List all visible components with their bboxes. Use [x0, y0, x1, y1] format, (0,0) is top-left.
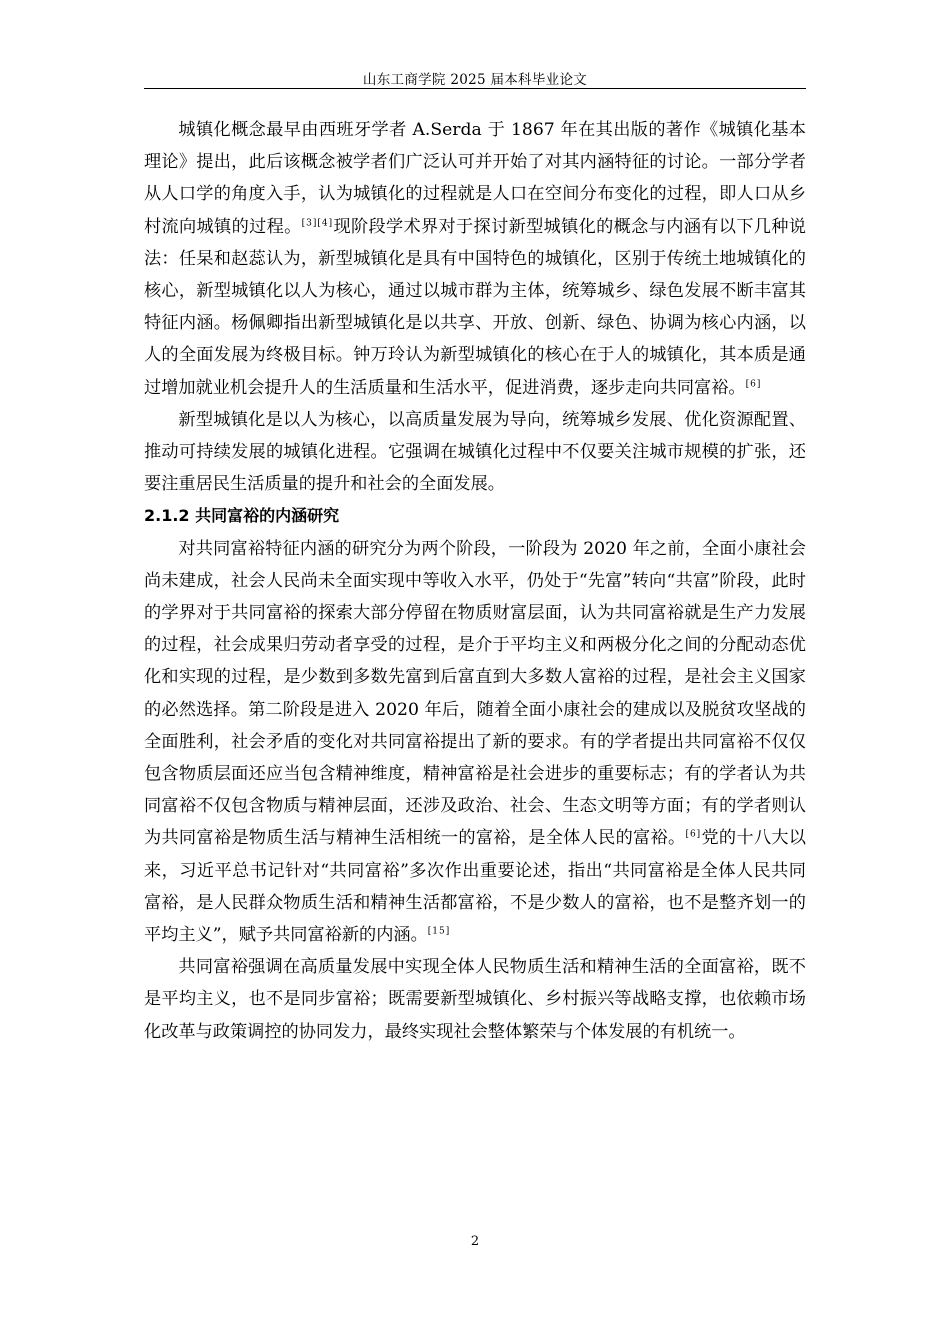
paragraph-text: 党的十八大以来，习近平总书记针对“共同富裕”多次作出重要论述，指出“共同富裕是全体人民共同富裕，是人民群众物质生活和精神生活都富裕，不是少数人的富裕，也不是整齐划一的平均主义”，赋予共同富裕新的内涵。 — [144, 828, 806, 946]
paragraph-text: 城镇化概念最早由西班牙学者 A.Serda 于 1867 年在其出版的著作《城镇化基本理论》提出，此后该概念被学者们广泛认可并开始了对其内涵特征的讨论。一部分学者从人口学的角度入手，认为城镇化的过程就是人口在空间分布变化的过程，即人口从乡村流向城镇的过程。 — [144, 120, 806, 237]
section-heading: 2.1.2 共同富裕的内涵研究 — [144, 506, 340, 526]
running-header: 山东工商学院 2025 届本科毕业论文 — [362, 72, 588, 88]
paragraph-text: 现阶段学术界对于探讨新型城镇化的概念与内涵有以下几种说法：任杲和赵蕊认为，新型城镇化是具有中国特色的城镇化，区别于传统土地城镇化的核心，新型城镇化以人为核心，通过以城市群为主体，统筹城乡、绿色发展不断丰富其特征内涵。杨佩卿指出新型城镇化是以共享、开放、创新、绿色、协调为核心内涵，以人的全面发展为终极目标。钟万玲认为新型城镇化的核心在于人的城镇化，其本质是通过增加就业机会提升人的生活质量和生活水平，促进消费，逐步走向共同富裕。 — [144, 216, 806, 398]
paragraph — [144, 951, 806, 1048]
citation-mark: [15] — [427, 926, 451, 937]
paragraph-text: 共同富裕强调在高质量发展中实现全体人民物质生活和精神生活的全面富裕，既不是平均主义，也不是同步富裕；既需要新型城镇化、乡村振兴等战略支撑，也依赖市场化改革与政策调控的协同发力，最终实现社会整体繁荣与个体发展的有机统一。 — [144, 957, 806, 1042]
page-number: 2 — [470, 1234, 480, 1249]
paragraph-text: 对共同富裕特征内涵的研究分为两个阶段，一阶段为 2020 年之前，全面小康社会尚未建成，社会人民尚未全面实现中等收入水平，仍处于“先富”转向“共富”阶段，此时的学界对于共同富裕的探索大部分停留在物质财富层面，认为共同富裕就是生产力发展的过程，社会成果归劳动者享受的过程，是介于平均主义和两极分化之间的分配动态优化和实现的过程，是少数到多数先富到后富直到大多数人富裕的过程，是社会主义国家的必然选择。第二阶段是进入 2020 年后，随着全面小康社会的建成以及脱贫攻坚战的全面胜利，社会矛盾的变化对共同富裕提出了新的要求。有的学者提出共同富裕不仅仅包含物质层面还应当包含精神维度，精神富裕是社会进步的重要标志；有的学者认为共同富裕不仅包含物质与精神层面，还涉及政治、社会、生态文明等方面；有的学者则认为共同富裕是物质生活与精神生活相统一的富裕，是全体人民的富裕。 — [144, 538, 806, 849]
page-body — [144, 114, 806, 1048]
paragraph-text: 新型城镇化是以人为核心，以高质量发展为导向，统筹城乡发展、优化资源配置、推动可持续发展的城镇化进程。它强调在城镇化过程中不仅要关注城市规模的扩张，还要注重居民生活质量的提升和社会的全面发展。 — [144, 409, 806, 495]
paragraph — [144, 114, 806, 404]
paragraph — [144, 404, 806, 501]
header-divider — [144, 88, 806, 89]
citation-mark: [6] — [685, 829, 702, 840]
citation-mark: [3][4] — [301, 217, 334, 228]
paragraph — [144, 533, 806, 952]
citation-mark: [6] — [745, 378, 762, 389]
